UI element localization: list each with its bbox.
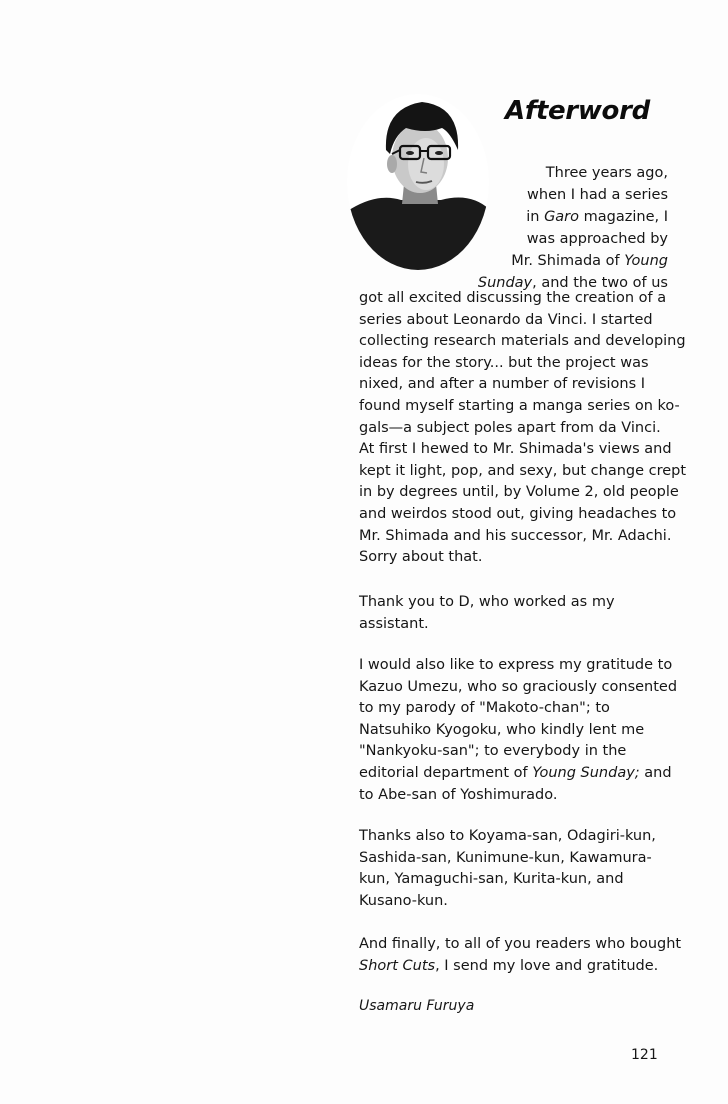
paragraph-line: to Abe-san of Yoshimurado. [359, 786, 558, 803]
paragraph-thanks-staff [359, 826, 669, 912]
paragraph-line: found myself starting a manga series on ko- [359, 397, 680, 414]
paragraph-line: "Nankyoku-san"; to everybody in the [359, 743, 627, 760]
paragraph-line: kun, Yamaguchi-san, Kurita-kun, and [359, 871, 624, 888]
page-number: 121 [631, 1047, 658, 1063]
paragraph-line: nixed, and after a number of revisions I [359, 376, 646, 393]
line-post: , I send my love and gratitude. [435, 957, 659, 974]
intro-line-1: Three years ago, [545, 165, 668, 181]
intro-line-3-pre: in [526, 209, 545, 225]
author-signature: Usamaru Furuya [359, 998, 475, 1014]
magazine-name: Garo [544, 209, 580, 225]
intro-line-3-post: magazine, I [579, 209, 668, 225]
intro-line-5-em: Young [624, 253, 668, 269]
author-portrait [346, 92, 490, 270]
paragraph-line: ideas for the story... but the project was [359, 354, 649, 371]
paragraph-line: At first I hewed to Mr. Shimada's views and [359, 441, 672, 458]
paragraph-line: Sashida-san, Kunimune-kun, Kawamura- [359, 849, 652, 866]
intro-line-5 [511, 254, 668, 269]
page-title: Afterword [505, 96, 650, 126]
paragraph-thanks-assistant [359, 592, 669, 635]
paragraph-line [359, 763, 672, 785]
paragraph-line: Kusano-kun. [359, 892, 448, 909]
intro-line-6-post: , and the two of us [532, 275, 668, 291]
intro-line-3 [526, 210, 668, 225]
paragraph-finally [359, 934, 682, 977]
paragraph-line: Sorry about that. [359, 549, 483, 566]
paragraph-line [359, 956, 669, 978]
paragraph-line: got all excited discussing the creation of a [359, 290, 667, 306]
paragraph-line: series about Leonardo da Vinci. I started [359, 311, 653, 328]
book-title: Short Cuts [359, 957, 436, 974]
paragraph-line: And finally, to all of you readers who bought [359, 936, 682, 952]
paragraph-main [359, 288, 687, 569]
line-post: and [639, 764, 672, 781]
paragraph-line: Kazuo Umezu, who so graciously consented [359, 678, 678, 695]
paragraph-line: gals—a subject poles apart from da Vinci. [359, 419, 661, 436]
paragraph-line: collecting research materials and developing [359, 333, 686, 350]
intro-line-5-pre: Mr. Shimada of [511, 253, 625, 269]
paragraph-line: Mr. Shimada and his successor, Mr. Adachi. [359, 527, 672, 544]
paragraph-line: and weirdos stood out, giving headaches to [359, 505, 677, 522]
intro-line-6-em: Sunday [477, 275, 533, 291]
paragraph-line: in by degrees until, by Volume 2, old people [359, 484, 679, 501]
magazine-name-young-sunday: Young Sunday; [532, 764, 640, 781]
paragraph-line: to my parody of "Makoto-chan"; to [359, 700, 610, 717]
intro-line-4: was approached by [526, 231, 668, 247]
paragraph-line: assistant. [359, 615, 429, 632]
paragraph-line: Thank you to D, who worked as my [359, 594, 615, 610]
paragraph-line: Natsuhiko Kyogoku, who kindly lent me [359, 721, 645, 738]
line-pre: editorial department of [359, 764, 533, 781]
paragraph-gratitude [359, 655, 678, 806]
intro-line-2: when I had a series [527, 187, 668, 203]
paragraph-line: Thanks also to Koyama-san, Odagiri-kun, [359, 828, 656, 844]
paragraph-line: kept it light, pop, and sexy, but change crept [359, 462, 687, 479]
paragraph-line: I would also like to express my gratitude to [359, 657, 673, 673]
